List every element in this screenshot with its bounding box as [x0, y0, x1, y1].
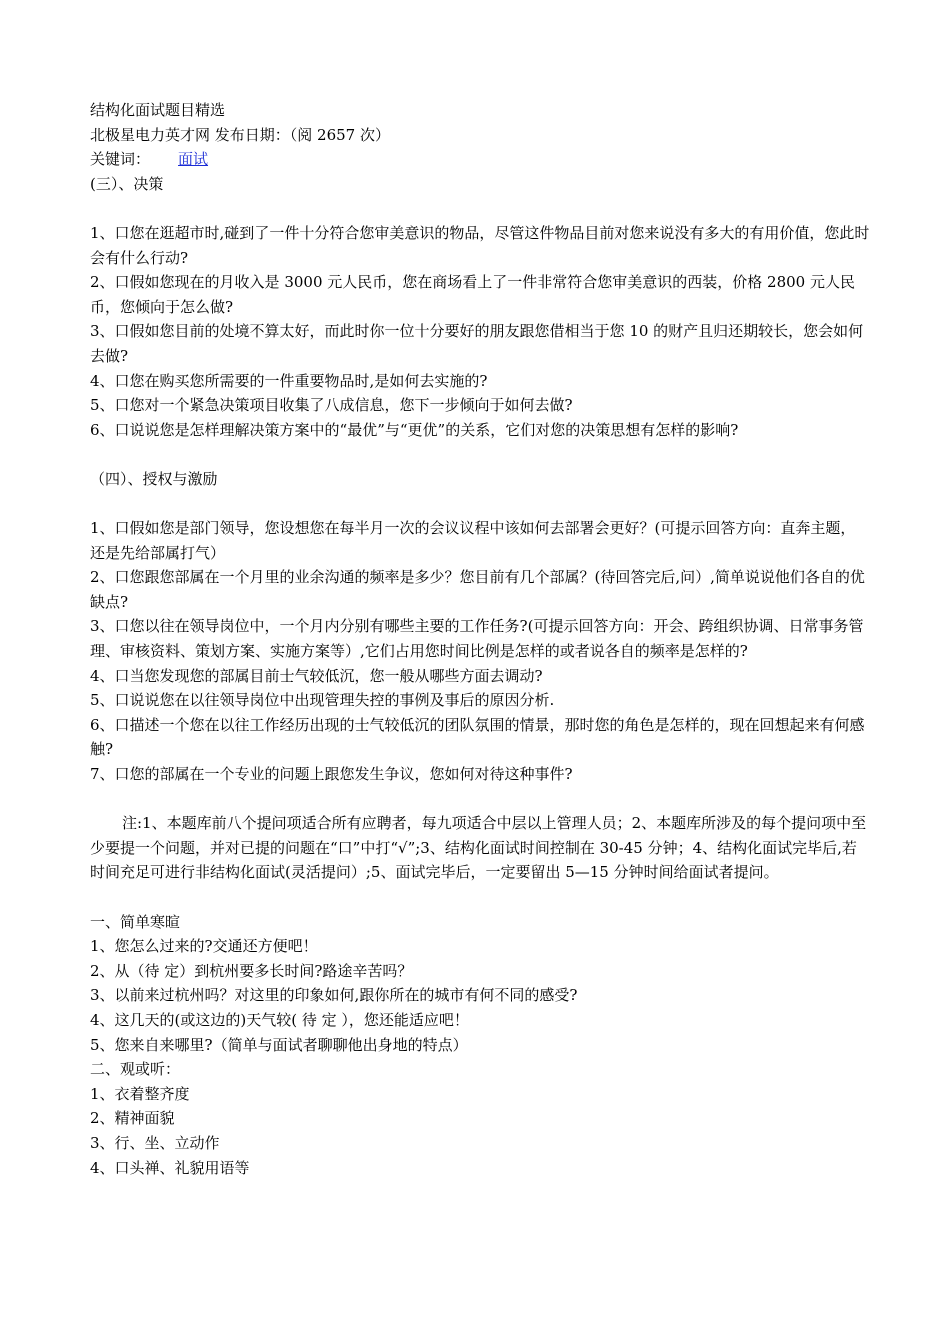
- part1-item: 3、以前来过杭州吗？对这里的印象如何,跟你所在的城市有何不同的感受?: [90, 986, 578, 1005]
- spacer: [90, 787, 870, 812]
- keyword-link[interactable]: 面试: [178, 150, 209, 169]
- part2-item: 3、行、坐、立动作: [90, 1133, 220, 1152]
- document-title: 结构化面试题目精选: [90, 101, 226, 119]
- part2-item: 4、口头禅、礼貌用语等: [90, 1158, 250, 1177]
- section4-heading: （四）、授权与激励: [90, 469, 218, 488]
- keywords-line: [90, 147, 870, 172]
- section3-item: 2、口假如您现在的月收入是 3000 元人民币，您在商场看上了一件非常符合您审美意识的西装，价格 2800 元人民币，您倾向于怎么做?: [90, 273, 855, 316]
- document-page: [90, 98, 870, 1180]
- section4-item: 3、口您以往在领导岗位中，一个月内分别有哪些主要的工作任务?(可提示回答方向：开会、跨组织协调、日常事务管理、审核资料、策划方案、实施方案等）,它们占用您时间比例是怎样的或者说各自的频率是怎样的?: [90, 617, 864, 661]
- section4-item: 7、口您的部属在一个专业的问题上跟您发生争议，您如何对待这种事件?: [90, 765, 573, 784]
- spacer: [90, 442, 870, 467]
- spacer: [90, 885, 870, 910]
- part1-item: 4、这几天的(或这边的)天气较( 待 定 ），您还能适应吧！: [90, 1010, 469, 1029]
- section3-item: 3、口假如您目前的处境不算太好，而此时你一位十分要好的朋友跟您借相当于您 10 的财产且归还期较长，您会如何去做?: [90, 322, 864, 365]
- section3-item: 5、口您对一个紧急决策项目收集了八成信息，您下一步倾向于如何去做?: [90, 396, 573, 415]
- part1-item: 2、从（待 定）到杭州要多长时间?路途辛苦吗？: [90, 961, 413, 980]
- source-line: 北极星电力英才网 发布日期：（阅 2657 次）: [90, 125, 390, 144]
- section3-heading: (三）、决策: [90, 174, 164, 193]
- section4-item: 4、口当您发现您的部属目前士气较低沉，您一般从哪些方面去调动?: [90, 666, 543, 685]
- part1-item: 5、您来自来哪里?（简单与面试者聊聊他出身地的特点）: [90, 1035, 468, 1054]
- section3-item: 4、口您在购买您所需要的一件重要物品时,是如何去实施的?: [90, 371, 488, 390]
- keywords-label: 关键词：: [90, 150, 151, 169]
- section3-item: 1、口您在逛超市时,碰到了一件十分符合您审美意识的物品，尽管这件物品目前对您来说没有多大的有用价值，您此时会有什么行动?: [90, 223, 870, 267]
- part2-item: 2、精神面貌: [90, 1109, 175, 1128]
- spacer: [90, 492, 870, 517]
- section4-item: 5、口说说您在以往领导岗位中出现管理失控的事例及事后的原因分析.: [90, 691, 555, 710]
- part2-heading: 二、观或听：: [90, 1060, 181, 1079]
- spacer: [90, 196, 870, 221]
- section4-item: 2、口您跟您部属在一个月里的业余沟通的频率是多少？您目前有几个部属？(待回答完后,问）,简单说说他们各自的优缺点?: [90, 568, 865, 611]
- part2-item: 1、衣着整齐度: [90, 1084, 190, 1103]
- section4-item: 1、口假如您是部门领导，您设想您在每半月一次的会议议程中该如何去部署会更好？(可提示回答方向：直奔主题，还是先给部属打气）: [90, 519, 856, 562]
- note-paragraph: 注:1、本题库前八个提问项适合所有应聘者，每九项适合中层以上管理人员；2、本题库所涉及的每个提问项中至少要提一个问题，并对已提的问题在“口”中打“√”;3、结构化面试时间控制在 30-45 分钟；4、结构化面试完毕后,若时间充足可进行非结构化面试(灵活提问）;5、面试完毕后，一定要留出 5—15 分钟时间给面试者提问。: [90, 814, 867, 882]
- section4-item: 6、口描述一个您在以往工作经历出现的士气较低沉的团队氛围的情景，那时您的角色是怎样的，现在回想起来有何感触?: [90, 715, 865, 759]
- part1-item: 1、您怎么过来的?交通还方便吧！: [90, 937, 318, 956]
- part1-heading: 一、简单寒暄: [90, 912, 181, 931]
- section3-item: 6、口说说您是怎样理解决策方案中的“最优”与“更优”的关系，它们对您的决策思想有怎样的影响?: [90, 420, 739, 439]
